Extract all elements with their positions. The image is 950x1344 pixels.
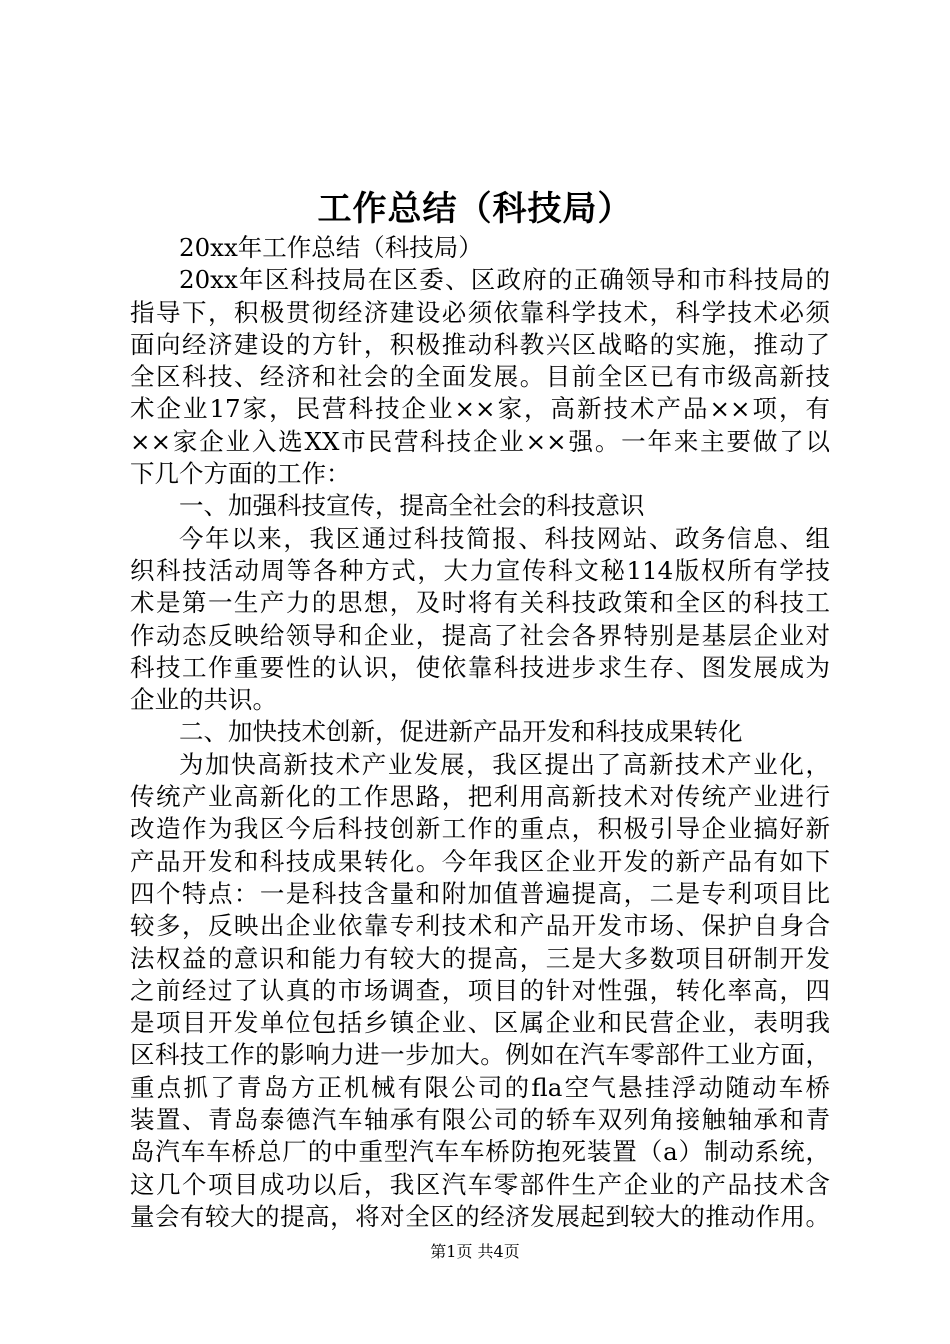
text-line: 传统产业高新化的工作思路，把利用高新技术对传统产业进行 <box>130 782 830 812</box>
text-line: 量会有较大的提高，将对全区的经济发展起到较大的推动作用。 <box>130 1201 830 1231</box>
text-line: 二、加快技术创新，促进新产品开发和科技成果转化 <box>179 717 743 747</box>
text-line: 科技工作重要性的认识，使依靠科技进步求生存、图发展成为 <box>130 652 830 682</box>
text-line: 较多，反映出企业依靠专利技术和产品开发市场、保护自身合 <box>130 911 830 941</box>
text-line: 改造作为我区今后科技创新工作的重点，积极引导企业搞好新 <box>130 814 830 844</box>
document-title: 工作总结（科技局） <box>317 189 633 229</box>
text-line: 下几个方面的工作： <box>130 459 351 489</box>
text-line: 产品开发和科技成果转化。今年我区企业开发的新产品有如下 <box>130 846 830 876</box>
text-line: 20xx年工作总结（科技局） <box>179 233 483 262</box>
text-line: 区科技工作的影响力进一步加大。例如在汽车零部件工业方面， <box>130 1040 830 1070</box>
text-line: 重点抓了青岛方正机械有限公司的fla空气悬挂浮动随动车桥 <box>130 1072 830 1102</box>
text-line: 为加快高新技术产业发展，我区提出了高新技术产业化， <box>179 749 830 779</box>
text-line: 术企业17家，民营科技企业××家，高新技术产品××项，有 <box>130 394 830 424</box>
text-line: ××家企业入选XX市民营科技企业××强。一年来主要做了以 <box>130 426 830 456</box>
text-line: 全区科技、经济和社会的全面发展。目前全区已有市级高新技 <box>130 362 830 392</box>
text-line: 岛汽车车桥总厂的中重型汽车车桥防抱死装置（a）制动系统， <box>130 1137 830 1167</box>
text-line: 指导下，积极贯彻经济建设必须依靠科学技术，科学技术必须 <box>130 297 830 327</box>
page-indicator: 第1页 共4页 <box>430 1242 520 1261</box>
text-line: 四个特点：一是科技含量和附加值普遍提高，二是专利项目比 <box>130 878 830 908</box>
text-line: 之前经过了认真的市场调查，项目的针对性强，转化率高，四 <box>130 975 830 1005</box>
text-line: 今年以来，我区通过科技简报、科技网站、政务信息、组 <box>179 523 830 553</box>
text-line: 企业的共识。 <box>130 685 277 715</box>
text-line: 一、加强科技宣传，提高全社会的科技意识 <box>179 491 645 521</box>
text-line: 是项目开发单位包括乡镇企业、区属企业和民营企业，表明我 <box>130 1008 830 1038</box>
text-line: 20xx年区科技局在区委、区政府的正确领导和市科技局的 <box>179 265 830 295</box>
document-body <box>130 232 830 1233</box>
text-line: 织科技活动周等各种方式，大力宣传科文秘114版权所有学技 <box>130 555 830 585</box>
text-line: 这几个项目成功以后，我区汽车零部件生产企业的产品技术含 <box>130 1169 830 1199</box>
text-line: 术是第一生产力的思想，及时将有关科技政策和全区的科技工 <box>130 588 830 618</box>
text-line: 面向经济建设的方针，积极推动科教兴区战略的实施，推动了 <box>130 329 830 359</box>
text-line: 作动态反映给领导和企业，提高了社会各界特别是基层企业对 <box>130 620 830 650</box>
text-line: 装置、青岛泰德汽车轴承有限公司的轿车双列角接触轴承和青 <box>130 1105 830 1135</box>
text-line: 法权益的意识和能力有较大的提高，三是大多数项目研制开发 <box>130 943 830 973</box>
